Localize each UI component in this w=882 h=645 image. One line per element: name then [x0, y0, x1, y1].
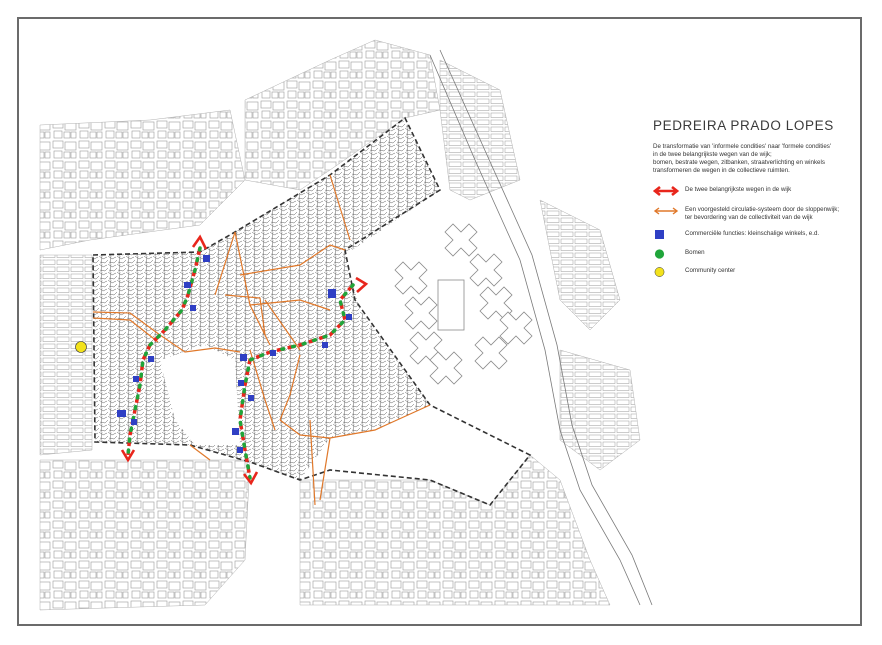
legend-item-trees	[653, 248, 858, 260]
community-center-marker	[76, 342, 87, 353]
apartment-blocks	[395, 224, 532, 384]
map-title: PEDREIRA PRADO LOPES	[653, 118, 834, 133]
legend-label: Community center	[685, 267, 736, 274]
legend-label: Bomen	[685, 249, 705, 256]
description-line: in de twee belangrijkste wegen van de wijk;	[653, 151, 772, 158]
map-description	[653, 143, 853, 175]
description-line: De transformatie van 'informele condities' naar 'formele condities'	[653, 143, 832, 150]
legend-item-commercial	[653, 229, 858, 241]
legend-label: De twee belangrijkste wegen in de wijk	[685, 186, 792, 193]
legend-item-circulation	[653, 205, 858, 225]
blue-square-icon	[653, 229, 679, 241]
red-double-arrow-icon	[653, 185, 679, 197]
arrowhead	[356, 278, 366, 292]
description-line: transformeren de wegen in de collectieve ruimten.	[653, 167, 790, 174]
orange-double-arrow-icon	[653, 205, 679, 217]
legend-item-community	[653, 266, 858, 278]
legend-label: Commerciële functies: kleinschalige winkels, e.d.	[685, 230, 820, 237]
green-dot-icon	[653, 248, 679, 260]
description-line: bomen, bestrate wegen, zitbanken, straatverlichting en winkels	[653, 159, 825, 166]
legend-label: Een voorgesteld circulatie-systeem door de sloppenwijk; ter bevordering van de collectiviteit van de wijk	[685, 206, 840, 221]
legend-item-main-roads	[653, 185, 858, 197]
yellow-dot-icon	[653, 266, 679, 278]
